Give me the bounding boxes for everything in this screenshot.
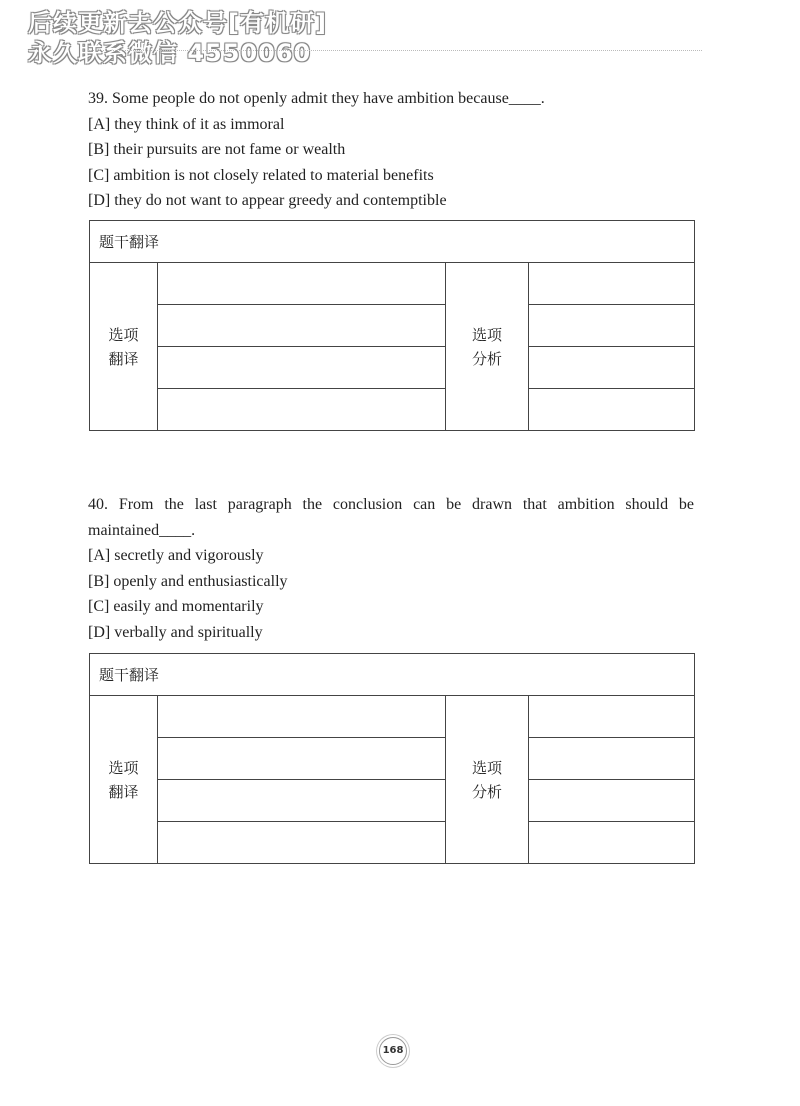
option-d: [D] verbally and spiritually — [88, 623, 263, 641]
translation-cell[interactable] — [158, 347, 446, 389]
analysis-cell[interactable] — [529, 780, 695, 822]
translation-cell[interactable] — [158, 822, 446, 864]
question-stem: 39. Some people do not openly admit they have ambition because____. — [88, 90, 545, 107]
option-a: [A] secretly and vigorously — [88, 547, 264, 564]
option-analysis-label: 选项 分析 — [446, 696, 529, 864]
option-a: [A] they think of it as immoral — [88, 115, 285, 133]
question-stem: 40. From the last paragraph the conclusion can be drawn that ambition should be maintained____. — [88, 496, 694, 539]
translation-cell[interactable] — [158, 738, 446, 780]
translation-cell[interactable] — [158, 696, 446, 738]
option-d: [D] they do not want to appear greedy and contemptible — [88, 192, 447, 209]
option-c: [C] ambition is not closely related to material benefits — [88, 166, 434, 184]
translation-cell[interactable] — [158, 780, 446, 822]
translation-cell[interactable] — [158, 389, 446, 431]
analysis-cell[interactable] — [529, 822, 695, 864]
analysis-cell[interactable] — [529, 347, 695, 389]
header-rule — [88, 50, 702, 51]
analysis-cell[interactable] — [529, 305, 695, 347]
table-header: 题干翻译 — [90, 654, 695, 696]
option-translation-label: 选项 翻译 — [90, 696, 158, 864]
question-39 — [88, 86, 694, 214]
translation-cell[interactable] — [158, 305, 446, 347]
watermark-line-2: 永久联系微信 4550060 — [28, 39, 312, 67]
analysis-cell[interactable] — [529, 389, 695, 431]
translation-cell[interactable] — [158, 263, 446, 305]
question-40 — [88, 492, 694, 645]
watermark — [28, 8, 368, 68]
option-b: [B] openly and enthusiastically — [88, 572, 288, 590]
option-translation-label: 选项 翻译 — [90, 263, 158, 431]
page-number: 168 — [379, 1037, 407, 1065]
analysis-cell[interactable] — [529, 696, 695, 738]
option-analysis-label: 选项 分析 — [446, 263, 529, 431]
table-header: 题干翻译 — [90, 221, 695, 263]
answer-table-39 — [89, 220, 695, 431]
option-b: [B] their pursuits are not fame or wealth — [88, 141, 346, 158]
watermark-line-1: 后续更新去公众号[有机研] — [28, 9, 327, 37]
answer-table-40 — [89, 653, 695, 864]
analysis-cell[interactable] — [529, 738, 695, 780]
option-c: [C] easily and momentarily — [88, 598, 264, 615]
analysis-cell[interactable] — [529, 263, 695, 305]
